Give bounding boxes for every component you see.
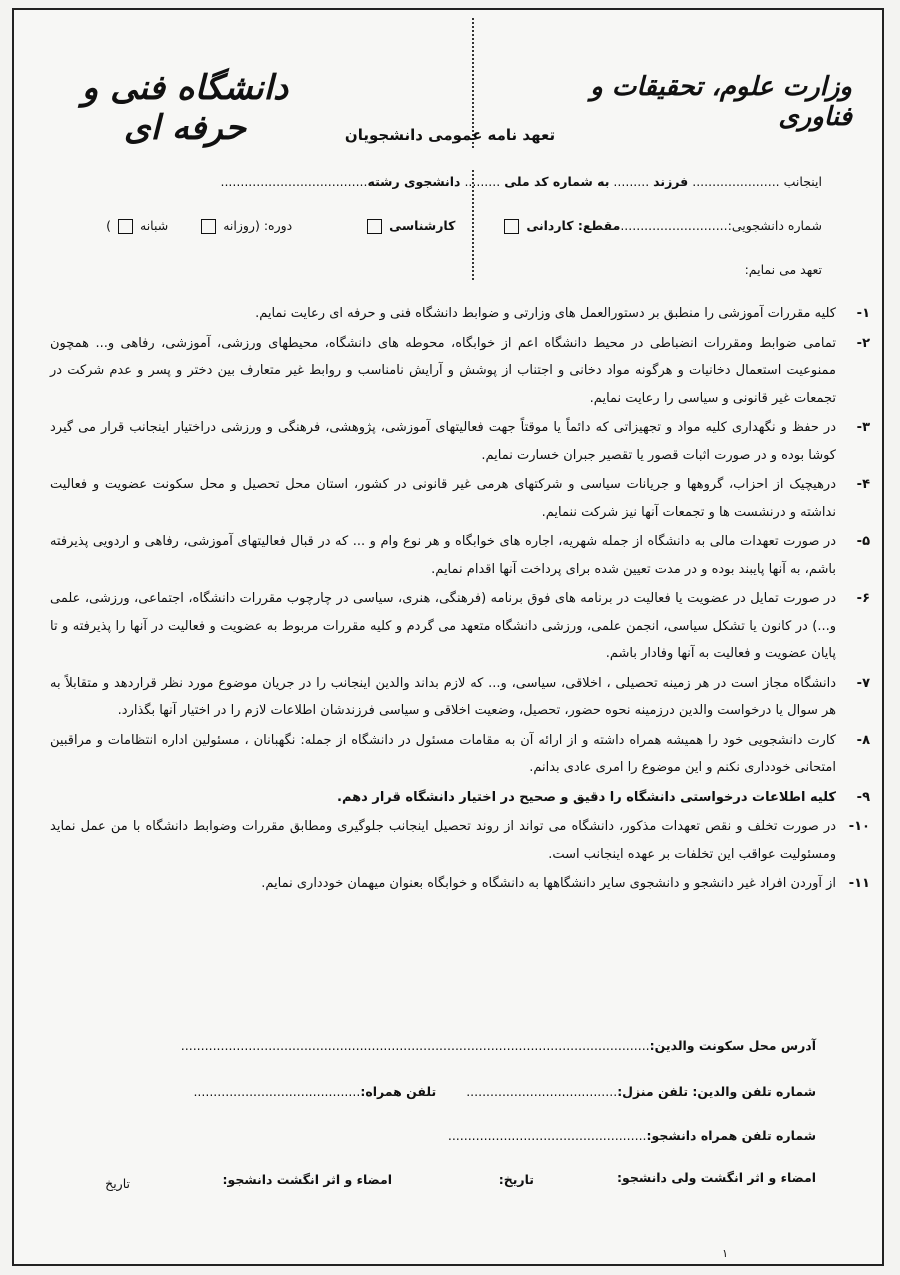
close-paren: ) xyxy=(106,218,112,233)
parent-signature-label: امضاء و اثر انگشت ولی دانشجو: xyxy=(617,1170,816,1185)
item-number: ۷- xyxy=(856,675,870,691)
list-item xyxy=(50,670,870,725)
ministry-logo-text: وزارت علوم، تحقیقات و فناوری xyxy=(590,72,852,132)
item-number: ۳- xyxy=(856,420,870,435)
item-text: در صورت تعهدات مالی به دانشگاه از جمله شهریه، اجاره های خوابگاه و هر نوع وام و ... که در قبال فعالیتهای آموزشی، رفاهی و اردویی پذیرفته باشم، به آنها پایبند بوده و در مدت تعیین شده برای پرداخت آنها اقدام نمایم. xyxy=(50,534,836,577)
form-line-1 xyxy=(220,172,822,192)
item-text: در صورت تخلف و نقص تعهدات مذکور، دانشگاه می تواند از روند تحصیل اینجانب جلوگیری ومطابق مقررات وضوابط دانشگاه با من عمل نماید ومسئولیت عواقب این تخلفات بر عهده اینجانب است. xyxy=(50,819,836,862)
page-number: ۱ xyxy=(722,1247,728,1260)
name-label: اینجانب xyxy=(783,174,822,189)
list-item xyxy=(50,471,870,526)
list-item xyxy=(50,784,870,812)
date-label: تاریخ xyxy=(105,1176,130,1191)
item-number: ۸- xyxy=(856,732,870,748)
list-item xyxy=(50,528,870,583)
page-title: تعهد نامه عمومی دانشجویان xyxy=(344,126,556,144)
item-text: از آوردن افراد غیر دانشجو و دانشجوی سایر دانشگاهها به دانشگاه و خوابگاه بعنوان میهمان خودداری نمایم. xyxy=(261,876,836,891)
item-text: در صورت تمایل در عضویت یا فعالیت در برنامه های فوق برنامه (فرهنگی، هنری، سیاسی در چارچوب مقررات دانشگاه، اجتماعی، ورزشی، علمی و...) در کانون یا تشکل سیاسی، انجمن علمی، ورزشی دانشگاه متعهد می گردم و کلیه مقررات مربوط به عضویت و فعالیت در آنها را پذیرفته و تا پایان عضویت و فعالیت به آنها وفادار باشم. xyxy=(50,591,836,661)
home-phone-field[interactable]: ...................................... xyxy=(466,1084,618,1099)
phone-row xyxy=(193,1082,816,1102)
child-field[interactable]: ......... xyxy=(613,174,650,189)
student-signature-label: امضاء و اثر انگشت دانشجو: xyxy=(222,1172,392,1187)
item-text: تمامی ضوابط ومقررات انضباطی در محیط دانشگاه اعم از خوابگاه، محوطه های دانشگاه، محیطهای ورزشی، آموزشی، رفاهی و... همچون ممنوعیت استعمال دخانیات و هرگونه مواد دخانی و اجتناب از پوشش و آرایش نامناسب و روابط غیر متعارف بین دختر و پسر و عدم شرکت در تجمعات غیر قانونی و سیاسی را رعایت نمایم. xyxy=(50,335,836,406)
item-text: در حفظ و نگهداری کلیه مواد و تجهیزاتی که دائماً یا موقتاً جهت فعالیتهای آموزشی، پژوهشی، فرهنگی و ورزشی دراختیار اینجانب قرار می گیرد کوشا بوده و در صورت اثبات قصور یا تقصیر جبران خسارت نمایم. xyxy=(50,420,836,463)
pledge-items xyxy=(50,300,870,900)
student-id-label: شماره دانشجویی: xyxy=(727,218,822,233)
student-mobile-field[interactable]: .................................................. xyxy=(447,1128,647,1143)
night-label: شبانه xyxy=(140,218,169,233)
student-id-field[interactable]: ........................... xyxy=(620,218,728,233)
period-day-label: دوره: (روزانه xyxy=(223,218,293,233)
day-checkbox[interactable] xyxy=(201,219,216,234)
item-number: ۶- xyxy=(856,591,870,606)
major-label: دانشجوی رشته xyxy=(367,174,461,189)
national-id-label: به شماره کد ملی xyxy=(504,174,610,189)
child-label: فرزند xyxy=(653,174,689,189)
pledge-label: تعهد می نمایم: xyxy=(744,262,822,277)
item-number: ۱۰- xyxy=(848,819,870,834)
address-label: آدرس محل سکونت والدین: xyxy=(649,1038,816,1053)
item-number: ۱۱- xyxy=(848,876,870,891)
list-item xyxy=(50,330,870,413)
national-id-field[interactable]: ......... xyxy=(464,174,501,189)
level-associate-label: مقطع: کاردانی xyxy=(526,218,621,233)
student-mobile-label: شماره تلفن همراه دانشجو: xyxy=(646,1128,816,1143)
item-text: دانشگاه مجاز است در هر زمینه تحصیلی ، اخلاقی، سیاسی، و... که لازم بداند والدین اینجانب را در جریان موضوع مورد نظر قراردهد و متقابلاً به هر سوال یا درخواست والدین درزمینه نحوه حضور، تحصیل، وضعیت اخلاقی و سیاسی فرزندشان اطلاعات لازم را در اختیار آنها بگذارد. xyxy=(50,675,836,718)
home-phone-label: شماره تلفن والدین: تلفن منزل: xyxy=(617,1084,816,1099)
list-item xyxy=(50,727,870,782)
item-number: ۱- xyxy=(856,306,870,321)
mobile-label: تلفن همراه: xyxy=(360,1084,437,1099)
university-logo-text: دانشگاه فنی و حرفه ای xyxy=(81,68,289,148)
list-item xyxy=(50,300,870,328)
student-phone-row xyxy=(448,1126,816,1146)
bachelor-label: کارشناسی xyxy=(389,218,456,233)
item-number: ۲- xyxy=(856,335,870,351)
night-checkbox[interactable] xyxy=(118,219,133,234)
parents-address-row xyxy=(181,1036,816,1056)
address-field[interactable]: ...................................................................................................................... xyxy=(180,1038,650,1053)
list-item xyxy=(50,414,870,469)
item-text: کلیه مقررات آموزشی را منطبق بر دستورالعمل های وزارتی و ضوابط دانشگاه فنی و حرفه ای رعایت نمایم. xyxy=(255,306,836,321)
list-item xyxy=(50,813,870,868)
item-number: ۹- xyxy=(856,789,870,805)
list-item xyxy=(50,870,870,898)
form-line-2 xyxy=(106,216,822,236)
item-text: کارت دانشجویی خود را همیشه همراه داشته و از ارائه آن به مقامات مسئول در دانشگاه از جمله: نگهبانان ، مسئولین اداره انتظامات و مراقبین امتحانی خودداری نکنم و این موضوع را امری عادی بدانم. xyxy=(50,732,836,775)
mobile-field[interactable]: .......................................... xyxy=(193,1084,361,1099)
date-label: تاریخ: xyxy=(498,1172,534,1187)
item-text: کلیه اطلاعات درخواستی دانشگاه را دقیق و صحیح در اختیار دانشگاه قرار دهم. xyxy=(337,789,836,805)
name-field[interactable]: ...................... xyxy=(692,174,780,189)
item-number: ۴- xyxy=(856,477,870,492)
item-number: ۵- xyxy=(856,534,870,549)
major-field[interactable]: ..................................... xyxy=(220,174,368,189)
bachelor-checkbox[interactable] xyxy=(367,219,382,234)
associate-checkbox[interactable] xyxy=(504,219,519,234)
list-item xyxy=(50,585,870,668)
item-text: درهیچیک از احزاب، گروهها و جریانات سیاسی و شرکتهای هرمی غیر قانونی در کشور، استان محل تحصیل و محل سکونت عضویت و فعالیت نداشته و درنشست ها و تجمعات آنها نیز شرکت ننمایم. xyxy=(50,477,836,520)
